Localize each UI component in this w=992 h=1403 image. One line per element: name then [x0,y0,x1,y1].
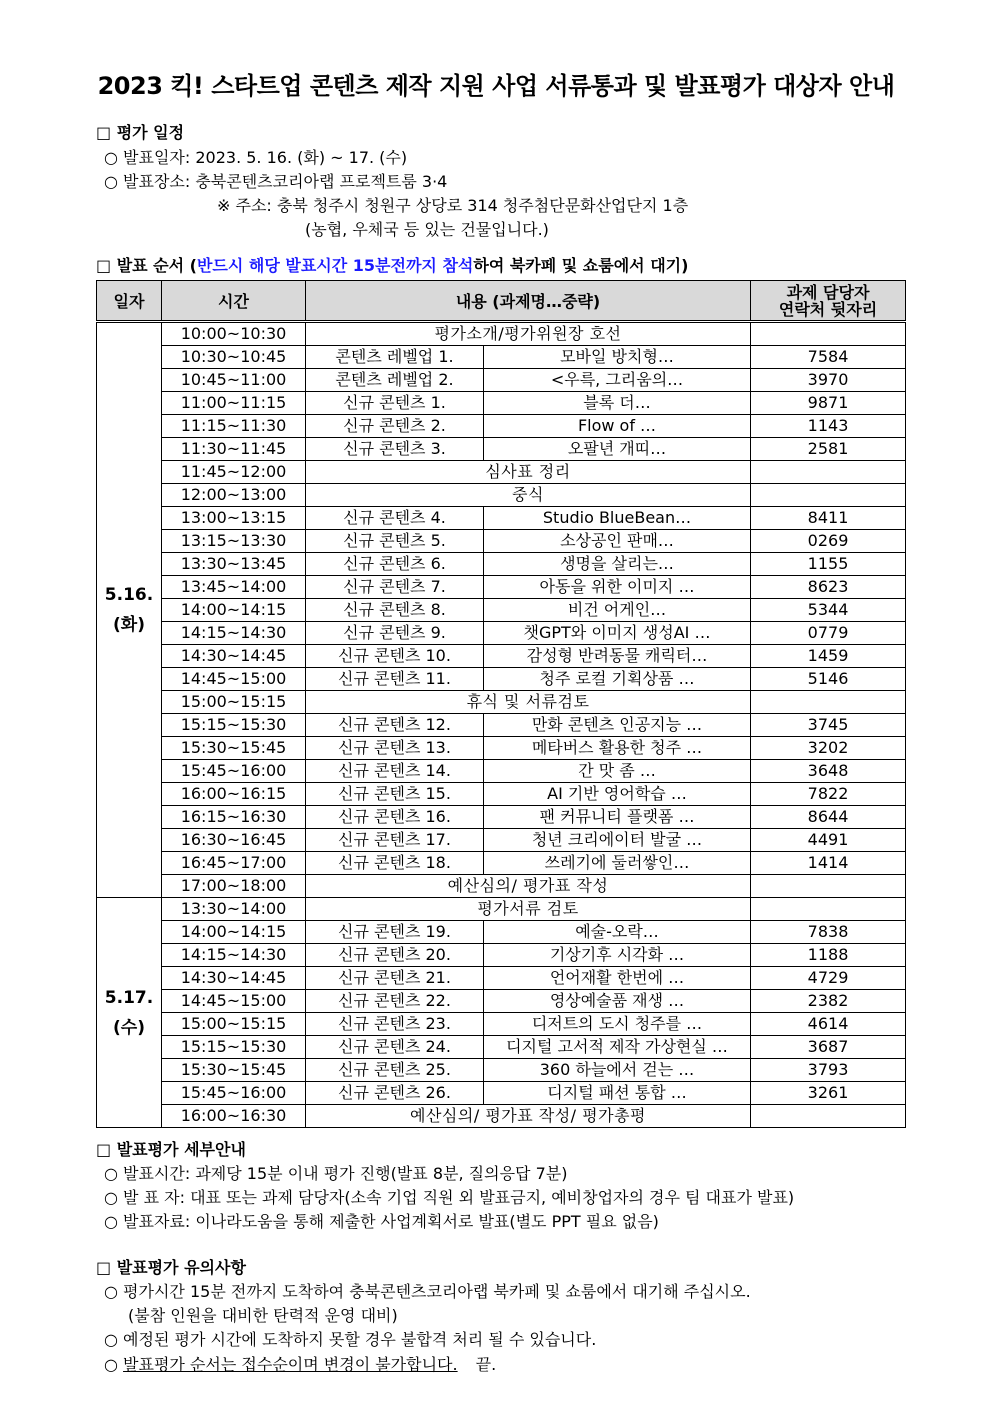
table-row [97,1082,906,1105]
category-cell: 신규 콘텐츠 20. [306,944,484,967]
contact-cell [751,1105,906,1128]
detail-line-time: ○ 발표시간: 과제당 15분 이내 평가 진행(발표 8분, 질의응답 7분) [104,1164,568,1183]
date-label: 5.17. [104,987,154,1008]
table-row [97,599,906,622]
time-cell: 15:15~15:30 [162,1036,306,1059]
time-cell: 14:15~14:30 [162,622,306,645]
table-row [97,829,906,852]
contact-cell [751,484,906,507]
time-cell: 15:30~15:45 [162,737,306,760]
time-cell: 16:15~16:30 [162,806,306,829]
contact-cell: 5146 [751,668,906,691]
header-date: 일자 [97,281,162,322]
category-cell: 신규 콘텐츠 26. [306,1082,484,1105]
date-cell [97,322,162,898]
table-row [97,737,906,760]
presentation-place: ○ 발표장소: 충북콘텐츠코리아랩 프로젝트룸 3·4 [104,172,448,191]
notice-line-order [104,1352,496,1375]
contact-cell: 8411 [751,507,906,530]
contact-cell [751,322,906,346]
project-cell: 소상공인 판매… [484,530,751,553]
time-cell: 10:00~10:30 [162,322,306,346]
project-cell: 팬 커뮤니티 플랫폼 … [484,806,751,829]
table-row [97,622,906,645]
contact-cell: 3745 [751,714,906,737]
project-cell: 메타버스 활용한 청주 … [484,737,751,760]
order-heading-emphasis: 반드시 해당 발표시간 15분전까지 참석 [196,256,474,275]
time-cell: 14:00~14:15 [162,921,306,944]
table-row [97,990,906,1013]
table-row [97,369,906,392]
category-cell: 신규 콘텐츠 16. [306,806,484,829]
schedule-heading: □ 평가 일정 [96,123,185,142]
time-cell: 14:15~14:30 [162,944,306,967]
contact-cell: 1414 [751,852,906,875]
project-cell: 디지털 고서적 제작 가상현실 … [484,1036,751,1059]
table-row [97,645,906,668]
project-cell: 청주 로컬 기획상품 … [484,668,751,691]
contact-cell: 7838 [751,921,906,944]
table-row [97,852,906,875]
header-contact-line1: 과제 담당자 [786,282,870,302]
project-cell: 만화 콘텐츠 인공지능 … [484,714,751,737]
detail-line-material: ○ 발표자료: 이나라도움을 통해 제출한 사업계획서로 발표(별도 PPT 필요 없음) [104,1212,659,1231]
contact-cell: 1459 [751,645,906,668]
time-cell: 15:45~16:00 [162,760,306,783]
time-cell: 14:45~15:00 [162,668,306,691]
category-cell: 신규 콘텐츠 15. [306,783,484,806]
contact-cell: 1155 [751,553,906,576]
contact-cell: 4729 [751,967,906,990]
contact-cell: 7584 [751,346,906,369]
time-cell: 15:15~15:30 [162,714,306,737]
table-row [97,714,906,737]
project-cell: 쓰레기에 둘러쌓인… [484,852,751,875]
time-cell: 17:00~18:00 [162,875,306,898]
header-content: 내용 (과제명…중략) [306,281,751,322]
header-contact-line2: 연락처 뒷자리 [778,299,878,319]
table-row [97,1036,906,1059]
project-cell: 기상기후 시각화 … [484,944,751,967]
table-row [97,783,906,806]
table-row [97,1105,906,1128]
contact-cell: 3648 [751,760,906,783]
time-cell: 14:00~14:15 [162,599,306,622]
table-row [97,760,906,783]
presentation-date: ○ 발표일자: 2023. 5. 16. (화) ~ 17. (수) [104,148,408,167]
project-cell: 언어재활 한번에 … [484,967,751,990]
session-cell: 중식 [306,484,751,507]
project-cell: 예술-오락… [484,921,751,944]
time-cell: 16:30~16:45 [162,829,306,852]
table-row [97,530,906,553]
table-header-row [97,281,906,322]
table-row [97,1059,906,1082]
time-cell: 13:00~13:15 [162,507,306,530]
weekday-label: (화) [113,615,145,635]
notice-line-late: ○ 예정된 평가 시간에 도착하지 못할 경우 불합격 처리 될 수 있습니다. [104,1330,597,1349]
table-row [97,322,906,346]
detail-heading: □ 발표평가 세부안내 [96,1140,246,1159]
contact-cell [751,461,906,484]
session-cell: 예산심의/ 평가표 작성 [306,875,751,898]
contact-cell: 0779 [751,622,906,645]
category-cell: 신규 콘텐츠 21. [306,967,484,990]
category-cell: 신규 콘텐츠 23. [306,1013,484,1036]
time-cell: 15:00~15:15 [162,691,306,714]
category-cell: 신규 콘텐츠 17. [306,829,484,852]
category-cell: 콘텐츠 레벨업 1. [306,346,484,369]
project-cell: 감성형 반려동물 캐릭터… [484,645,751,668]
category-cell: 신규 콘텐츠 4. [306,507,484,530]
category-cell: 신규 콘텐츠 13. [306,737,484,760]
time-cell: 12:00~13:00 [162,484,306,507]
project-cell: 생명을 살리는… [484,553,751,576]
schedule-table [96,280,906,1128]
category-cell: 신규 콘텐츠 12. [306,714,484,737]
contact-cell: 1188 [751,944,906,967]
project-cell: 디저트의 도시 청주를 … [484,1013,751,1036]
page-title: 2023 킥! 스타트업 콘텐츠 제작 지원 사업 서류통과 및 발표평가 대상자 안내 [97,72,895,100]
schedule-body [97,322,906,1128]
time-cell: 15:00~15:15 [162,1013,306,1036]
order-heading-prefix: □ 발표 순서 ( [96,256,197,275]
category-cell: 신규 콘텐츠 7. [306,576,484,599]
contact-cell: 0269 [751,530,906,553]
contact-cell: 2382 [751,990,906,1013]
time-cell: 13:30~14:00 [162,898,306,921]
table-row [97,967,906,990]
contact-cell: 5344 [751,599,906,622]
table-row [97,484,906,507]
time-cell: 14:45~15:00 [162,990,306,1013]
session-cell: 심사표 정리 [306,461,751,484]
project-cell: 비건 어게인… [484,599,751,622]
project-cell: 블록 더… [484,392,751,415]
header-contact [751,281,906,322]
time-cell: 14:30~14:45 [162,967,306,990]
contact-cell [751,691,906,714]
category-cell: 신규 콘텐츠 11. [306,668,484,691]
contact-cell: 9871 [751,392,906,415]
time-cell: 13:30~13:45 [162,553,306,576]
category-cell: 신규 콘텐츠 9. [306,622,484,645]
contact-cell: 3970 [751,369,906,392]
project-cell: 아동을 위한 이미지 … [484,576,751,599]
weekday-label: (수) [113,1017,145,1038]
contact-cell: 7822 [751,783,906,806]
table-row [97,921,906,944]
notice-line-order-text: 발표평가 순서는 접수순이며 변경이 불가합니다. [123,1355,458,1374]
time-cell: 11:45~12:00 [162,461,306,484]
project-cell: Studio BlueBean… [484,507,751,530]
session-cell: 휴식 및 서류검토 [306,691,751,714]
contact-cell [751,875,906,898]
table-row [97,875,906,898]
time-cell: 10:30~10:45 [162,346,306,369]
contact-cell: 3687 [751,1036,906,1059]
end-mark: 끝. [475,1355,497,1374]
contact-cell: 4614 [751,1013,906,1036]
time-cell: 15:30~15:45 [162,1059,306,1082]
notice-line-note: (불참 인원을 대비한 탄력적 운영 대비) [128,1306,398,1325]
table-row [97,346,906,369]
project-cell: 간 맛 좀 … [484,760,751,783]
time-cell: 14:30~14:45 [162,645,306,668]
contact-cell: 2581 [751,438,906,461]
category-cell: 신규 콘텐츠 3. [306,438,484,461]
table-row [97,1013,906,1036]
contact-cell: 1143 [751,415,906,438]
category-cell: 신규 콘텐츠 8. [306,599,484,622]
project-cell: 청년 크리에이터 발굴 … [484,829,751,852]
table-row [97,898,906,921]
contact-cell: 3261 [751,1082,906,1105]
project-cell: 모바일 방치형… [484,346,751,369]
project-cell: 360 하늘에서 걷는 … [484,1059,751,1082]
project-cell: 오팔년 개띠… [484,438,751,461]
category-cell: 신규 콘텐츠 6. [306,553,484,576]
contact-cell: 8623 [751,576,906,599]
project-cell: AI 기반 영어학습 … [484,783,751,806]
table-row [97,438,906,461]
notice-line-arrival: ○ 평가시간 15분 전까지 도착하여 충북콘텐츠코리아랩 북카페 및 쇼룸에서 대기해 주십시오. [104,1282,751,1301]
category-cell: 신규 콘텐츠 22. [306,990,484,1013]
address-line: ※ 주소: 충북 청주시 청원구 상당로 314 청주첨단문화산업단지 1층 [217,196,689,215]
table-row [97,392,906,415]
time-cell: 11:30~11:45 [162,438,306,461]
table-row [97,415,906,438]
session-cell: 평가서류 검토 [306,898,751,921]
project-cell: Flow of … [484,415,751,438]
session-cell: 예산심의/ 평가표 작성/ 평가총평 [306,1105,751,1128]
table-row [97,553,906,576]
category-cell: 신규 콘텐츠 5. [306,530,484,553]
contact-cell: 3793 [751,1059,906,1082]
time-cell: 10:45~11:00 [162,369,306,392]
table-row [97,461,906,484]
date-cell [97,898,162,1128]
time-cell: 13:15~13:30 [162,530,306,553]
contact-cell: 3202 [751,737,906,760]
notice-heading: □ 발표평가 유의사항 [96,1258,246,1277]
category-cell: 콘텐츠 레벨업 2. [306,369,484,392]
project-cell: 챗GPT와 이미지 생성AI … [484,622,751,645]
project-cell: 디지털 패션 통합 … [484,1082,751,1105]
category-cell: 신규 콘텐츠 1. [306,392,484,415]
header-time: 시간 [162,281,306,322]
category-cell: 신규 콘텐츠 14. [306,760,484,783]
project-cell: <우륵, 그리움의… [484,369,751,392]
detail-line-presenter: ○ 발 표 자: 대표 또는 과제 담당자(소속 기업 직원 외 발표금지, 예비창업자의 경우 팀 대표가 발표) [104,1188,795,1207]
table-row [97,691,906,714]
category-cell: 신규 콘텐츠 2. [306,415,484,438]
table-row [97,944,906,967]
notice-line-order-prefix: ○ [104,1355,124,1374]
session-cell: 평가소개/평가위원장 호선 [306,322,751,346]
category-cell: 신규 콘텐츠 10. [306,645,484,668]
table-row [97,507,906,530]
project-cell: 영상예술품 재생 … [484,990,751,1013]
time-cell: 13:45~14:00 [162,576,306,599]
time-cell: 11:00~11:15 [162,392,306,415]
time-cell: 15:45~16:00 [162,1082,306,1105]
contact-cell: 4491 [751,829,906,852]
time-cell: 16:45~17:00 [162,852,306,875]
category-cell: 신규 콘텐츠 24. [306,1036,484,1059]
time-cell: 16:00~16:30 [162,1105,306,1128]
table-row [97,576,906,599]
table-row [97,668,906,691]
time-cell: 11:15~11:30 [162,415,306,438]
category-cell: 신규 콘텐츠 25. [306,1059,484,1082]
date-label: 5.16. [104,585,154,605]
order-heading [96,253,688,276]
category-cell: 신규 콘텐츠 18. [306,852,484,875]
order-heading-suffix: 하여 북카페 및 쇼룸에서 대기) [473,256,689,275]
contact-cell: 8644 [751,806,906,829]
address-note: (농협, 우체국 등 있는 건물입니다.) [305,220,549,239]
table-row [97,806,906,829]
time-cell: 16:00~16:15 [162,783,306,806]
contact-cell [751,898,906,921]
category-cell: 신규 콘텐츠 19. [306,921,484,944]
